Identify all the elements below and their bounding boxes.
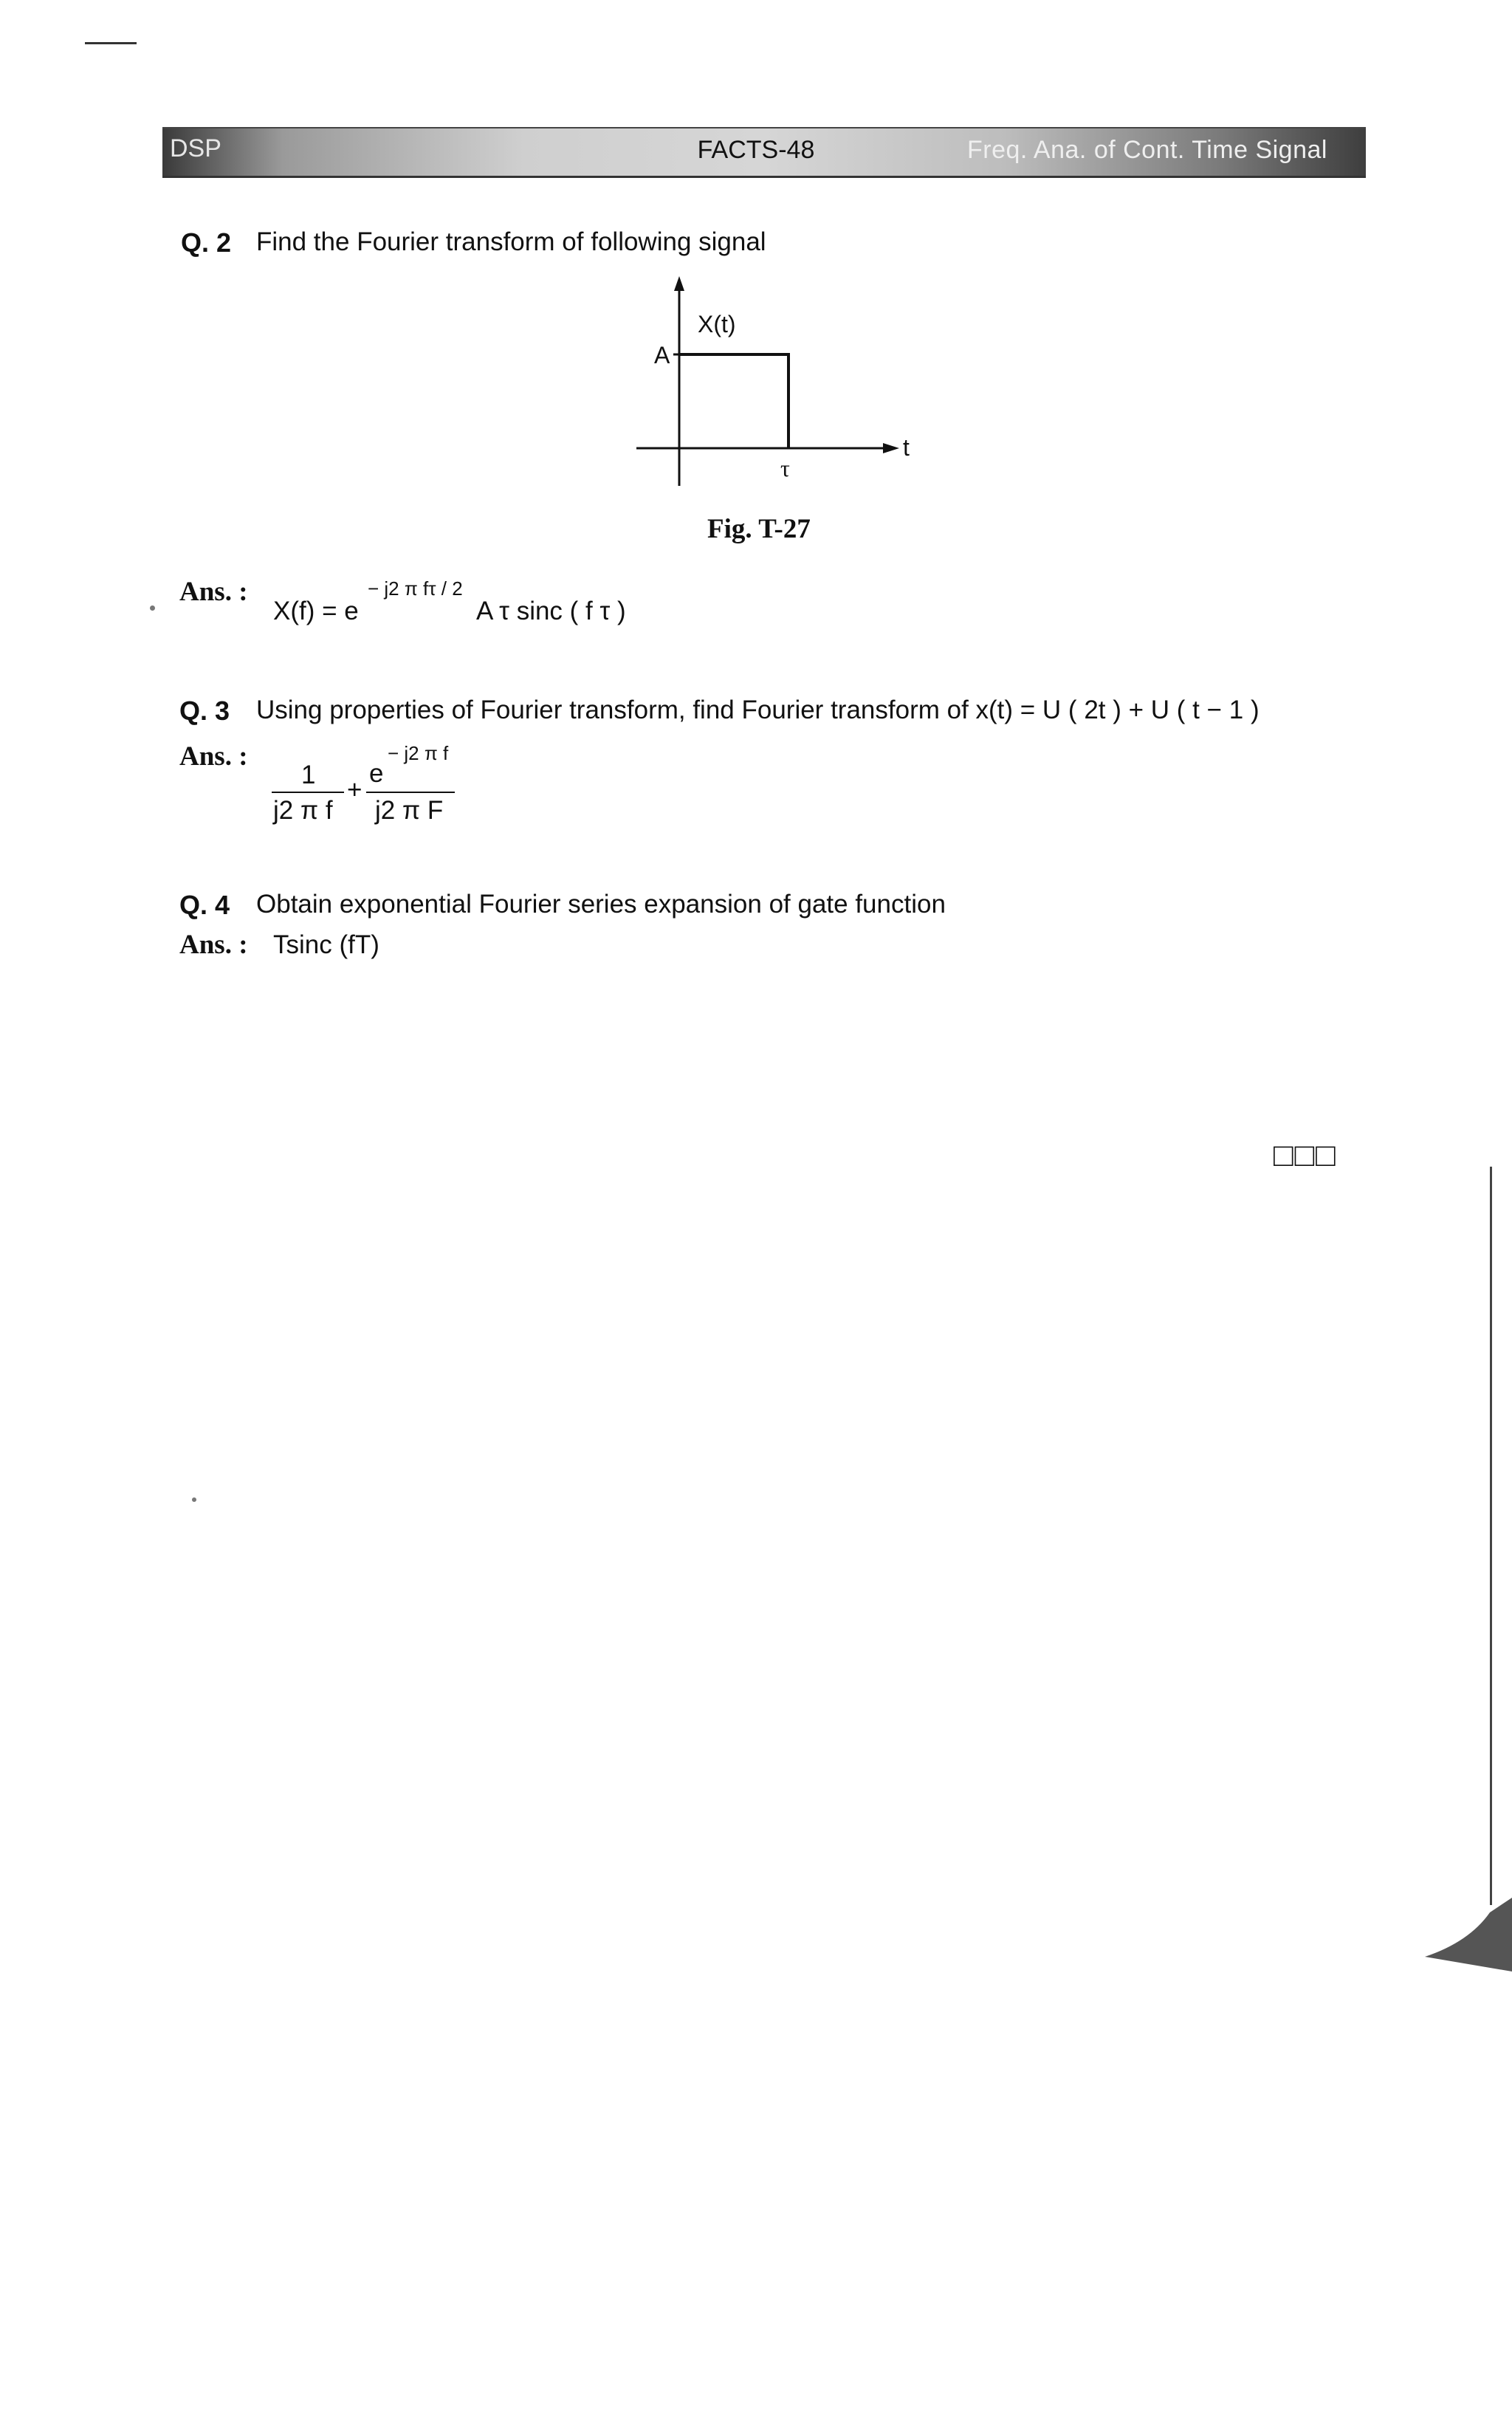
q2-answer-rhs: A τ sinc ( f τ ) xyxy=(476,597,626,625)
binding-shadow xyxy=(1425,1898,1512,1972)
header-chapter: Freq. Ana. of Cont. Time Signal xyxy=(967,136,1327,164)
header-subject: DSP xyxy=(170,134,221,162)
figure-caption: Fig. T-27 xyxy=(707,514,811,544)
frac2-numerator-exponent: − j2 π f xyxy=(388,742,449,764)
y-axis-arrow xyxy=(674,276,684,291)
q4-answer-label: Ans. : xyxy=(179,930,248,960)
q3-number: Q. 3 xyxy=(179,696,230,726)
q2-answer-label: Ans. : xyxy=(179,577,248,607)
top-rule xyxy=(85,42,137,44)
scan-speck xyxy=(150,605,155,611)
frac2-bar xyxy=(366,792,455,793)
q4-text: Obtain exponential Fourier series expansion of gate function xyxy=(256,890,946,919)
end-of-section-marks: □□□ xyxy=(1274,1137,1337,1173)
q2-number: Q. 2 xyxy=(181,227,232,258)
t-axis-label: t xyxy=(903,434,910,461)
pulse-outline xyxy=(679,354,788,448)
frac2-denominator: j2 π F xyxy=(375,796,444,825)
q2-answer-lhs: X(f) = e xyxy=(273,597,359,625)
frac1-denominator: j2 π f xyxy=(273,796,333,825)
q4-answer: Tsinc (fT) xyxy=(273,930,379,959)
amplitude-label: A xyxy=(654,342,670,368)
q3-answer-label: Ans. : xyxy=(179,741,248,772)
frac1-bar xyxy=(272,792,344,793)
q2-text: Find the Fourier transform of following signal xyxy=(256,227,766,256)
binding-edge-line xyxy=(1490,1167,1492,1905)
frac2-numerator-base: e xyxy=(369,759,384,788)
tau-label: τ xyxy=(780,455,790,481)
q4-number: Q. 4 xyxy=(179,890,230,920)
signal-label: X(t) xyxy=(698,311,736,337)
signal-figure xyxy=(628,273,923,495)
q3-text: Using properties of Fourier transform, find Fourier transform of x(t) = U ( 2t ) + U ( t − 1 ) xyxy=(256,696,1260,724)
scan-speck xyxy=(192,1497,196,1502)
x-axis-arrow xyxy=(883,443,899,453)
q2-answer-exponent: − j2 π fτ / 2 xyxy=(368,577,463,600)
frac1-numerator: 1 xyxy=(301,761,316,789)
header-page-id: FACTS-48 xyxy=(697,136,815,164)
plus-sign: + xyxy=(347,775,362,804)
